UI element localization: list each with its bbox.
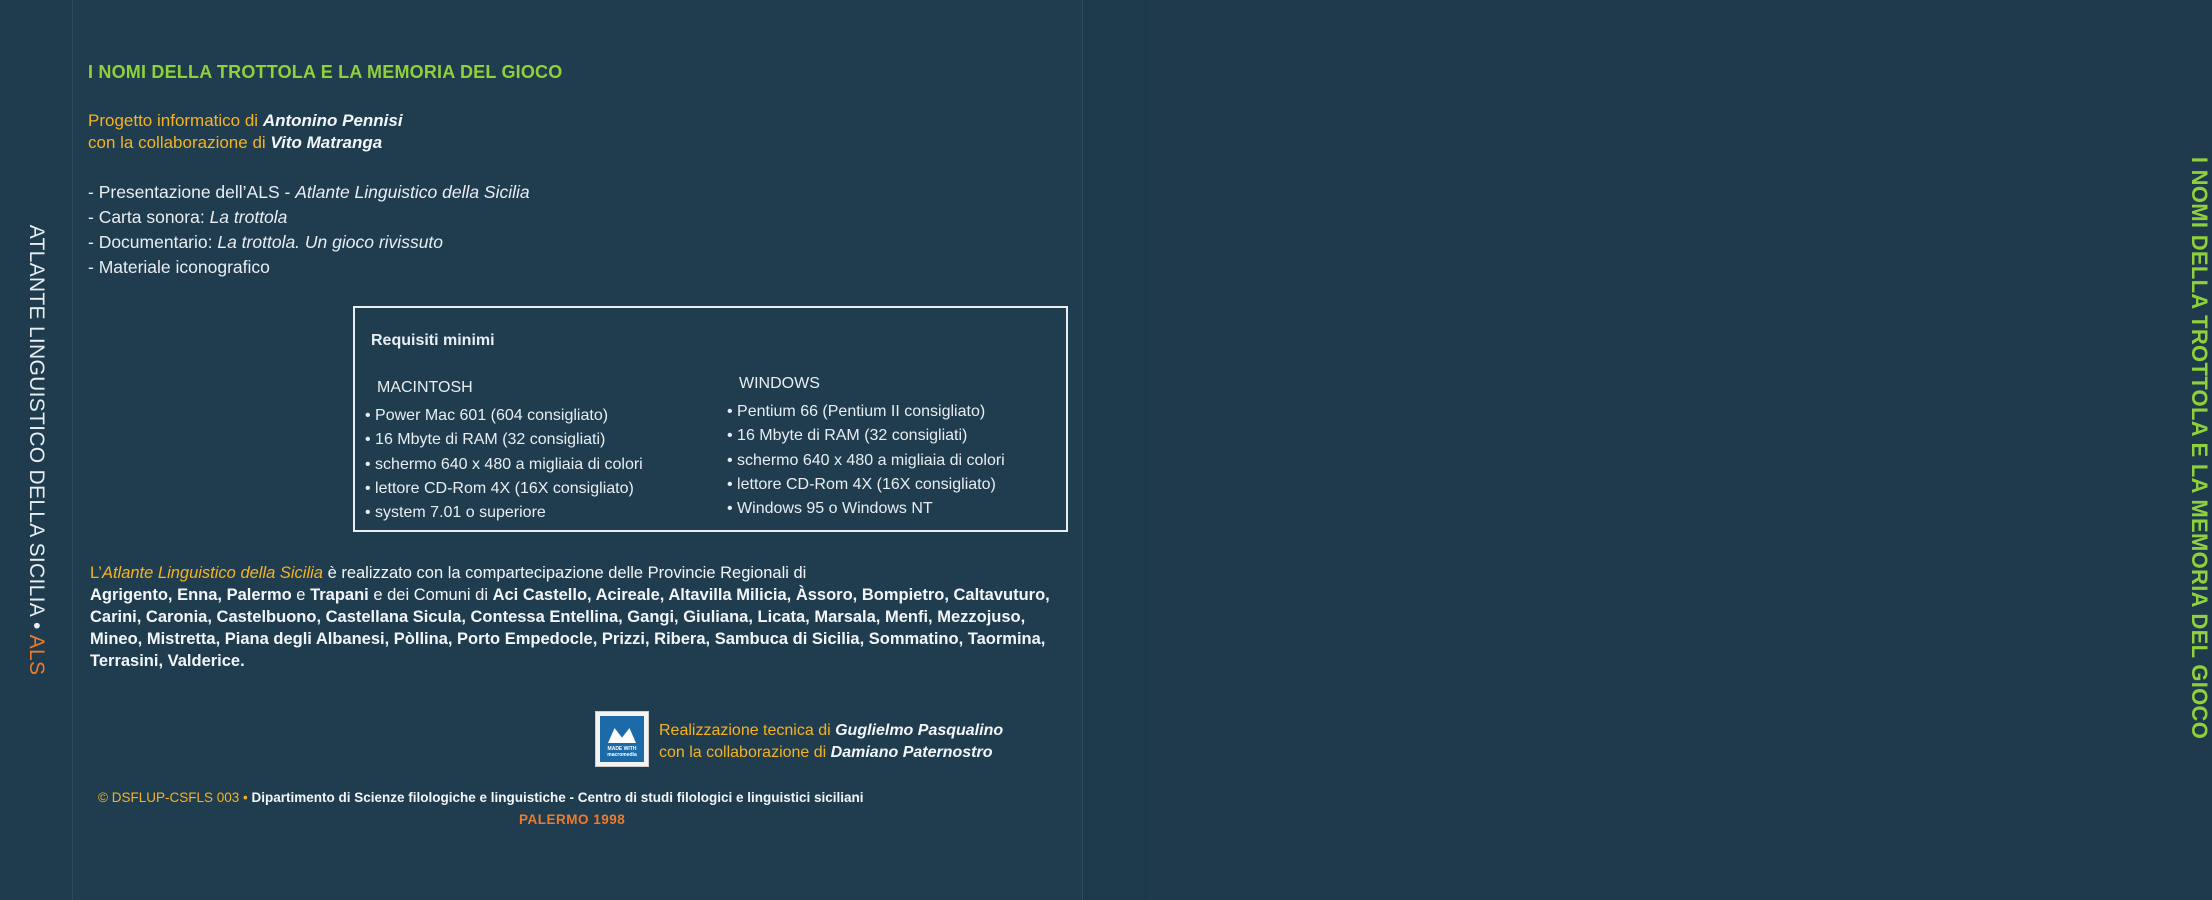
comuni-list: Aci Castello, Acireale, Altavilla Milicia, Àssoro, Bompietro, Caltavuturo, Carini, Caronia, Castelbuono, Castellana Sicula, Contessa Entellina, Gangi, Giuliana, Licata, Marsala, Menfi, Mezzojuso, Mineo, Mistretta, Piana degli Albanesi, Pòllina, Porto Empedocle, Prizzi, Ribera, Sambuca di Sicilia, Sommatino, Taormina, Terrasini, Valderice.	[90, 586, 1050, 670]
left-spine-label	[24, 225, 48, 676]
list-item: • Windows 95 o Windows NT	[727, 500, 933, 518]
sponsors-lead: L’Atlante Linguistico della Sicilia	[90, 564, 323, 582]
list-item: • schermo 640 x 480 a migliaia di colori	[727, 451, 1005, 469]
list-item: • schermo 640 x 480 a migliaia di colori	[365, 455, 643, 473]
tech-line-2: con la collaborazione di Damiano Paternostro	[659, 744, 993, 761]
tech-line-1: Realizzazione tecnica di Guglielmo Pasqualino	[659, 722, 1004, 739]
logo-label: MADE WITH macromedia	[607, 746, 637, 758]
macromedia-logo	[595, 711, 649, 767]
list-item: - Presentazione dell’ALS - Atlante Linguistico della Sicilia	[88, 182, 530, 202]
mac-heading: MACINTOSH	[377, 379, 473, 396]
sponsors-paragraph: L’Atlante Linguistico della Sicilia è realizzato con la compartecipazione delle Provincie Regionali di Agrigento, Enna, Palermo e Trapani e dei Comuni di Aci Castello, Acireale, Altavilla Milicia, Àssoro, Bompietro, Caltavuturo, Carini, Caronia, Castelbuono, Castellana Sicula, Contessa Entellina, Gangi, Giuliana, Licata, Marsala, Menfi, Mezzojuso, Mineo, Mistretta, Piana degli Albanesi, Pòllina, Porto Empedocle, Prizzi, Ribera, Sambuca di Sicilia, Sommatino, Taormina, Terrasini, Valderice.	[90, 564, 1050, 670]
right-spine	[1082, 0, 2212, 900]
credit-line-2	[88, 132, 403, 154]
list-item: • lettore CD-Rom 4X (16X consigliato)	[365, 479, 634, 497]
right-spine-title: I NOMI DELLA TROTTOLA E LA MEMORIA DEL GIOCO	[2187, 156, 2212, 740]
technical-credits	[659, 720, 1003, 764]
project-credits	[88, 110, 403, 154]
list-item: - Documentario: La trottola. Un gioco rivissuto	[88, 232, 444, 252]
macromedia-m-icon	[606, 721, 638, 745]
list-item: • 16 Mbyte di RAM (32 consigliati)	[727, 427, 968, 445]
mac-requirements	[365, 376, 643, 525]
provinces: Agrigento, Enna, Palermo	[90, 586, 292, 604]
page-title: I NOMI DELLA TROTTOLA E LA MEMORIA DEL GIOCO	[88, 62, 563, 82]
list-item: • 16 Mbyte di RAM (32 consigliati)	[365, 431, 606, 449]
province-trapani: Trapani	[310, 586, 369, 604]
list-item: - Carta sonora: La trottola	[88, 207, 288, 227]
credit-name: Vito Matranga	[270, 133, 383, 152]
credit-line-1	[88, 110, 403, 132]
list-item: - Materiale iconografico	[88, 257, 270, 277]
catalog-code: © DSFLUP-CSFLS 003	[98, 790, 240, 805]
department: Dipartimento di Scienze filologiche e linguistiche - Centro di studi filologici e linguistici siciliani	[251, 790, 864, 805]
windows-requirements	[727, 372, 1005, 521]
spine-bullet: •	[25, 622, 48, 630]
contents-list	[88, 180, 530, 280]
requirements-box	[353, 306, 1068, 532]
place-year: PALERMO 1998	[519, 812, 626, 827]
credit-name: Antonino Pennisi	[262, 111, 403, 130]
sponsors-lead-suffix: è realizzato con la compartecipazione delle Provincie Regionali di	[322, 564, 807, 582]
credit-prefix: con la collaborazione di	[88, 133, 271, 152]
spine-als-abbr: ALS	[25, 634, 48, 676]
list-item: • lettore CD-Rom 4X (16X consigliato)	[727, 475, 996, 493]
footer-credits: © DSFLUP-CSFLS 003 • Dipartimento di Scienze filologiche e linguistiche - Centro di studi filologici e linguistici siciliani	[98, 790, 864, 805]
spine-atlas-title: ATLANTE LINGUISTICO DELLA SICILIA	[25, 224, 48, 616]
list-item: • Power Mac 601 (604 consigliato)	[365, 407, 609, 425]
list-item: • Pentium 66 (Pentium II consigliato)	[727, 403, 986, 421]
windows-heading: WINDOWS	[739, 375, 820, 392]
credit-prefix: Progetto informatico di	[88, 111, 263, 130]
left-spine	[0, 0, 73, 900]
requirements-title: Requisiti minimi	[371, 332, 495, 349]
list-item: • system 7.01 o superiore	[365, 504, 546, 522]
